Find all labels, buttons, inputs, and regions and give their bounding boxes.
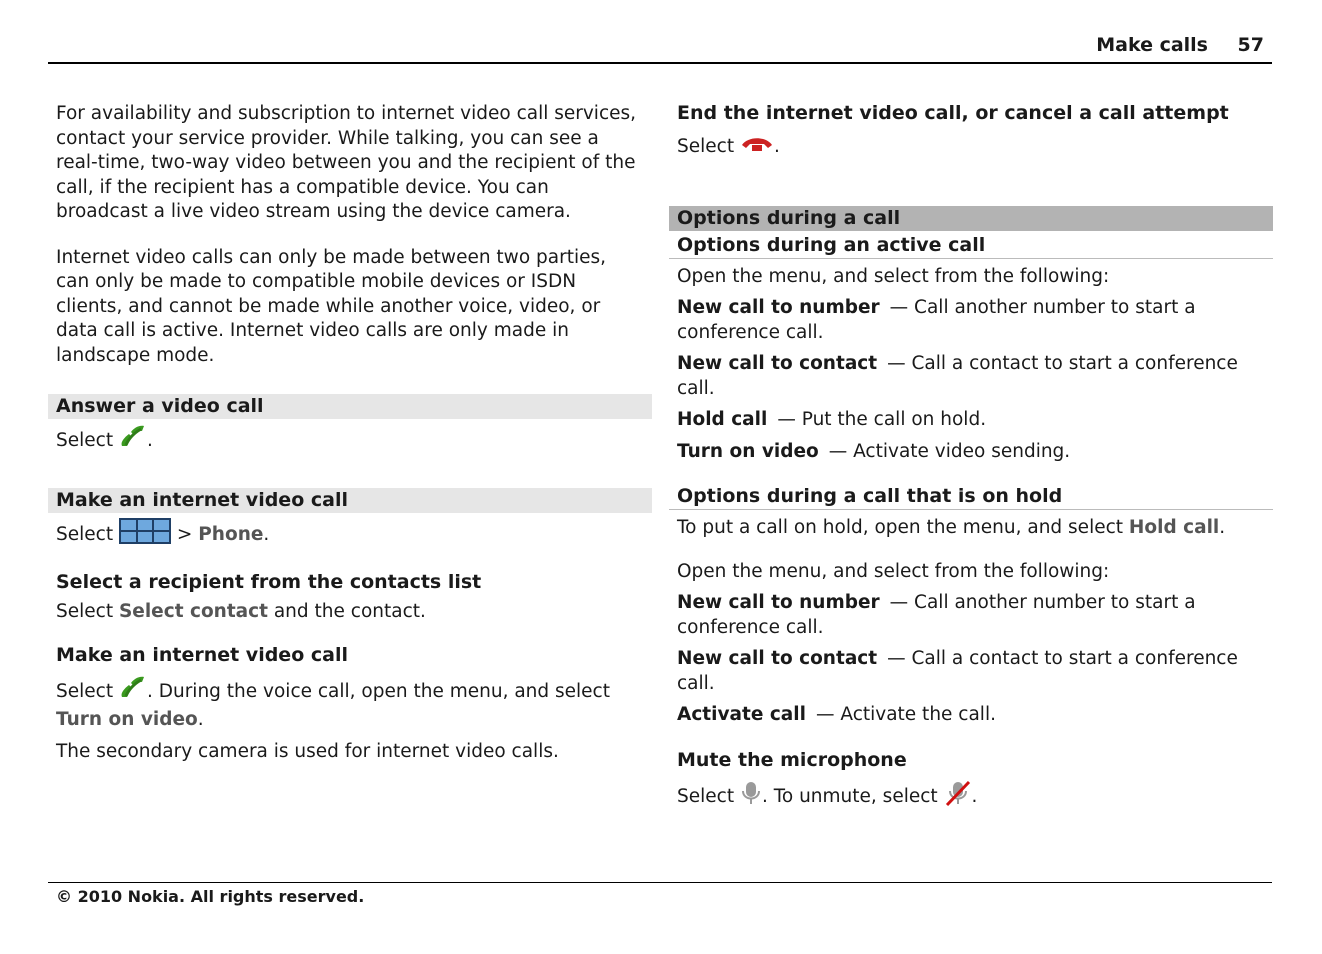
active-call-options [669,296,1273,464]
turn-on-video-item: Turn on video [56,709,198,730]
answer-instruction: Select . [48,424,652,458]
list-item: New call to number — Call another number to start a conference call. [677,592,1196,638]
header-title: Make calls [1096,34,1208,56]
left-column [48,100,652,764]
hold-call-item: Hold call [1128,517,1220,538]
active-call-heading: Options during an active call [669,233,1273,259]
options-during-call-heading: Options during a call [669,206,1273,231]
green-phone-icon [119,675,147,709]
make-call-subheading: Make an internet video call [56,643,348,666]
list-item: New call to number — Call another number to start a conference call. [677,297,1196,343]
copyright-notice: © 2010 Nokia. All rights reserved. [56,887,365,906]
answer-heading: Answer a video call [48,394,652,419]
hold-instruction: To put a call on hold, open the menu, and select Hold call. [677,517,1226,538]
microphone-muted-icon [944,779,972,815]
menu-grid-icon [119,518,171,552]
page-header [48,30,1272,64]
select-contact-item: Select contact [118,601,268,622]
limitations-paragraph: Internet video calls can only be made between two parties, can only be made to compatible mobile devices or ISDN clients, and cannot be made while another voice, video, or data call is active. Internet video calls are only made in landscape mode. [56,246,606,366]
mute-heading: Mute the microphone [677,748,907,771]
list-item: Turn on video — Activate video sending. [677,440,1071,462]
active-call-intro: Open the menu, and select from the following: [677,265,1110,287]
list-item: New call to contact — Call a contact to start a conference call. [677,648,1238,694]
right-column [669,100,1273,814]
recipient-heading: Select a recipient from the contacts list [56,571,482,593]
green-phone-icon [119,424,147,458]
make-call-steps: Select . During the voice call, open the menu, and select Turn on video. [48,675,652,733]
make-call-instruction: Select > Phone. [48,518,652,552]
intro-paragraph: For availability and subscription to internet video call services, contact your service provider. While talking, you can see a real-time, two-way video between you and the recipient of the call, if the recipient has a compatible device. You can broadcast a live video stream using the device camera. [56,103,637,222]
phone-menu-item: Phone [198,523,264,545]
end-call-icon [740,132,774,162]
hold-call-heading: Options during a call that is on hold [669,484,1273,510]
page-number: 57 [1237,34,1264,56]
page-footer [48,882,1272,906]
list-item: New call to contact — Call a contact to start a conference call. [677,353,1238,399]
end-call-heading: End the internet video call, or cancel a call attempt [677,102,1229,124]
hold-call-options [669,591,1273,728]
mute-instruction: Select . To unmute, select . [669,779,1273,815]
microphone-icon [740,780,762,814]
list-item: Activate call — Activate the call. [677,704,996,725]
hold-intro: Open the menu, and select from the following: [677,560,1110,582]
end-call-instruction: Select . [669,132,1273,162]
list-item: Hold call — Put the call on hold. [677,409,987,430]
recipient-instruction: Select Select contact and the contact. [56,601,426,622]
camera-note: The secondary camera is used for internet video calls. [56,740,559,762]
make-call-heading: Make an internet video call [48,488,652,513]
